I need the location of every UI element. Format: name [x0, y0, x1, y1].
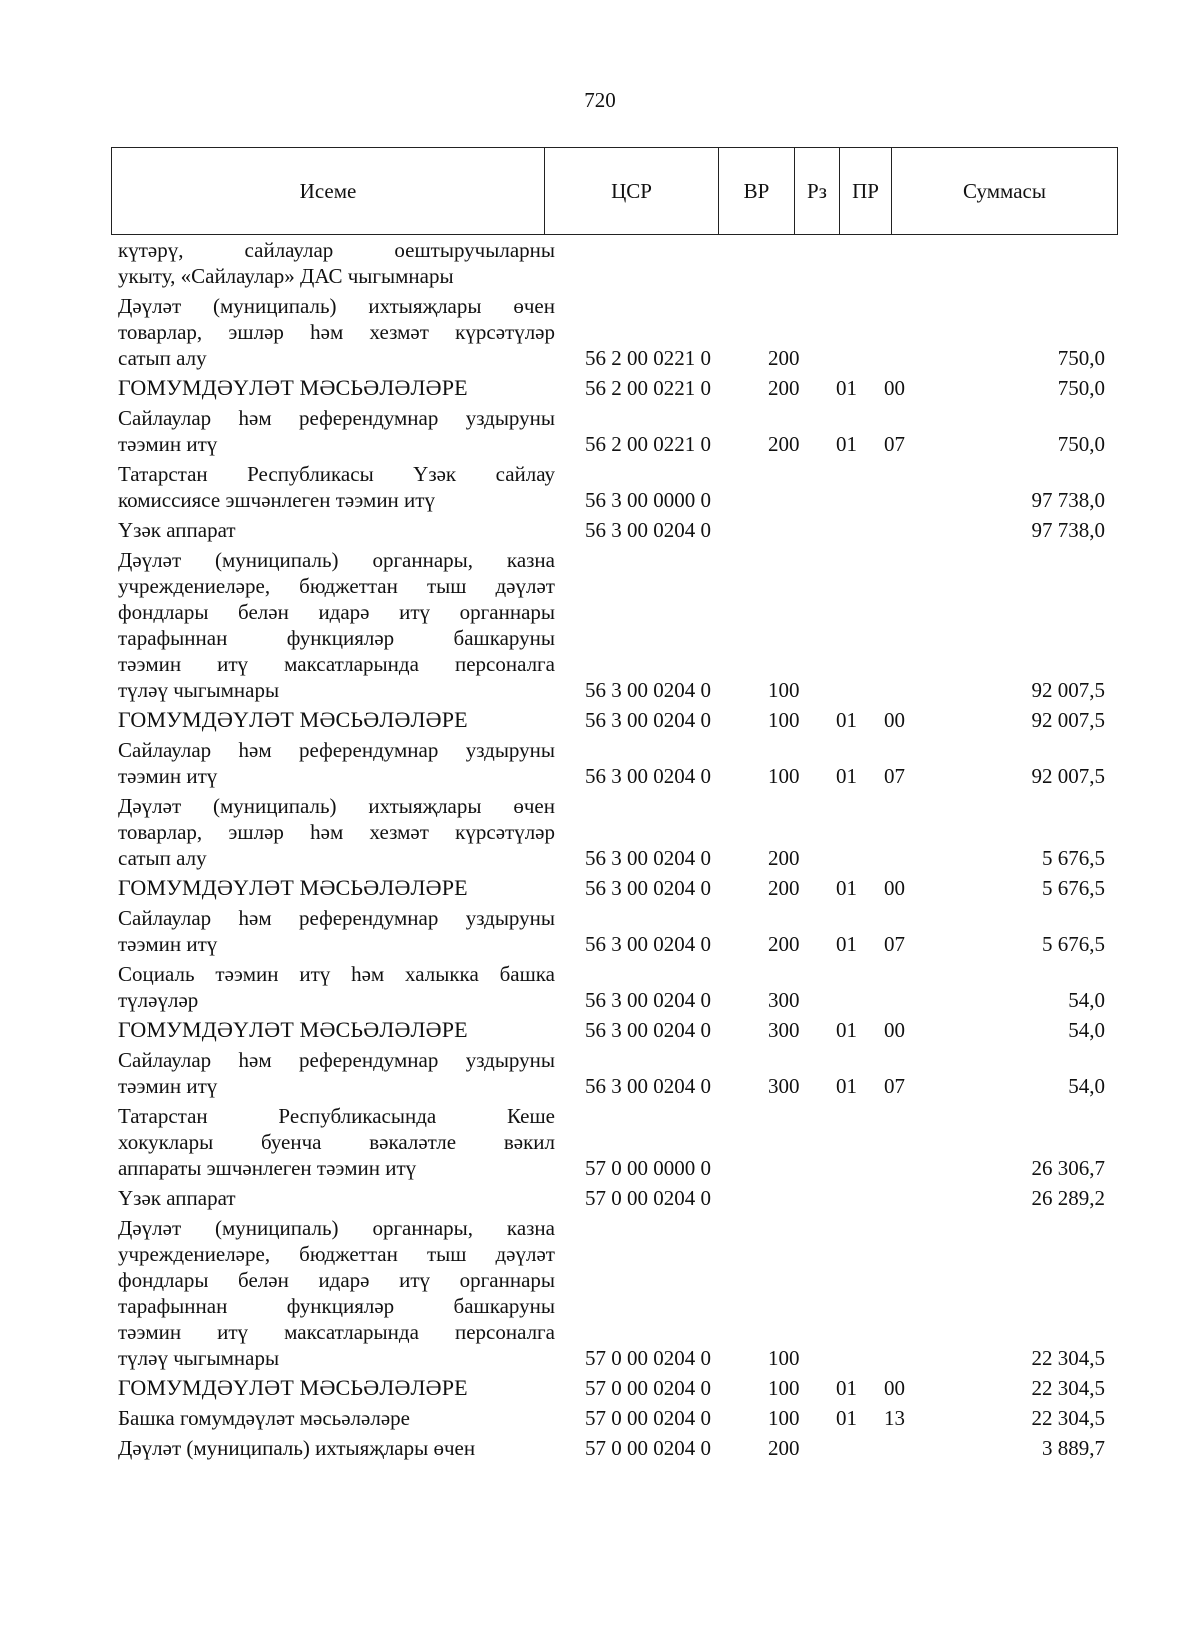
- row-name: [118, 1017, 555, 1043]
- row-name: [118, 737, 555, 789]
- row-vr: 100: [768, 764, 800, 788]
- row-rz: 01: [836, 708, 857, 732]
- table-row: [0, 1215, 1200, 1375]
- row-csr: 57 0 00 0000 0: [585, 1156, 711, 1180]
- row-name-line: укыту, «Сайлаулар» ДАС чыгымнары: [118, 264, 454, 288]
- table-body: [0, 237, 1200, 1465]
- row-name-line: Башка гомумдәүләт мәсьәләләре: [118, 1406, 410, 1430]
- row-vr: 100: [768, 1376, 800, 1400]
- row-name-line: ГОМУМДӘҮЛӘТ МӘСЬӘЛӘЛӘРЕ: [118, 707, 468, 732]
- table-row: [0, 793, 1200, 875]
- row-name-line: Үзәк аппарат: [118, 1186, 236, 1210]
- row-name: [118, 375, 555, 401]
- row-vr: 100: [768, 1346, 800, 1370]
- table-row: [0, 905, 1200, 961]
- row-name-line: фондлары белән идарә итү органнары: [118, 1268, 555, 1292]
- row-pr: 00: [884, 708, 905, 732]
- table-row: [0, 875, 1200, 905]
- row-vr: 200: [768, 1436, 800, 1460]
- row-name-line: ГОМУМДӘҮЛӘТ МӘСЬӘЛӘЛӘРЕ: [118, 1017, 468, 1042]
- row-name-line: фондлары белән идарә итү органнары: [118, 600, 555, 624]
- row-sum: 22 304,5: [1031, 1346, 1105, 1370]
- row-name-line: тәэмин итү: [118, 932, 218, 956]
- row-name-line: тәэмин итү максатларында персоналга: [118, 1320, 555, 1344]
- row-rz: 01: [836, 876, 857, 900]
- row-csr: 56 3 00 0204 0: [585, 518, 711, 542]
- row-name-line: товарлар, эшләр һәм хезмәт күрсәтүләр: [118, 820, 555, 844]
- row-vr: 200: [768, 932, 800, 956]
- row-sum: 5 676,5: [1042, 876, 1105, 900]
- header-sum: Суммасы: [963, 178, 1046, 203]
- row-name-line: комиссиясе эшчәнлеген тәэмин итү: [118, 488, 435, 512]
- row-sum: 5 676,5: [1042, 932, 1105, 956]
- table-row: [0, 1405, 1200, 1435]
- row-name-line: Сайлаулар һәм референдумнар уздыруны: [118, 406, 555, 430]
- row-name-line: сатып алу: [118, 846, 207, 870]
- row-csr: 56 3 00 0204 0: [585, 708, 711, 732]
- row-sum: 92 007,5: [1031, 708, 1105, 732]
- row-pr: 07: [884, 432, 905, 456]
- row-name-line: тәэмин итү: [118, 1074, 218, 1098]
- table-row: [0, 293, 1200, 375]
- row-rz: 01: [836, 376, 857, 400]
- row-name: [118, 1405, 555, 1431]
- row-vr: 200: [768, 432, 800, 456]
- row-sum: 26 306,7: [1031, 1156, 1105, 1180]
- row-name: [118, 1215, 555, 1371]
- row-vr: 200: [768, 846, 800, 870]
- table-row: [0, 961, 1200, 1017]
- row-csr: 57 0 00 0204 0: [585, 1346, 711, 1370]
- row-name-line: түләү чыгымнары: [118, 678, 280, 702]
- row-csr: 56 3 00 0204 0: [585, 988, 711, 1012]
- row-sum: 54,0: [1068, 988, 1105, 1012]
- row-name-line: Үзәк аппарат: [118, 518, 236, 542]
- row-name: [118, 707, 555, 733]
- row-csr: 56 3 00 0204 0: [585, 1018, 711, 1042]
- row-name-line: тәэмин итү максатларында персоналга: [118, 652, 555, 676]
- row-name: [118, 405, 555, 457]
- row-name-line: Сайлаулар һәм референдумнар уздыруны: [118, 738, 555, 762]
- row-csr: 56 3 00 0000 0: [585, 488, 711, 512]
- row-name-line: түләүләр: [118, 988, 199, 1012]
- row-sum: 750,0: [1057, 376, 1105, 400]
- row-name-line: күтәрү, сайлаулар оештыручыларны: [118, 238, 555, 262]
- row-sum: 26 289,2: [1031, 1186, 1105, 1210]
- row-name: [118, 961, 555, 1013]
- row-name-line: Дәүләт (муниципаль) ихтыяҗлары өчен: [118, 294, 555, 318]
- row-sum: 5 676,5: [1042, 846, 1105, 870]
- row-sum: 54,0: [1068, 1018, 1105, 1042]
- row-name-line: ГОМУМДӘҮЛӘТ МӘСЬӘЛӘЛӘРЕ: [118, 1375, 468, 1400]
- row-vr: 100: [768, 708, 800, 732]
- row-pr: 13: [884, 1406, 905, 1430]
- row-sum: 22 304,5: [1031, 1406, 1105, 1430]
- row-pr: 00: [884, 876, 905, 900]
- table-row: [0, 547, 1200, 707]
- row-csr: 57 0 00 0204 0: [585, 1436, 711, 1460]
- row-name: [118, 1185, 555, 1211]
- table-row: [0, 517, 1200, 547]
- row-csr: 57 0 00 0204 0: [585, 1186, 711, 1210]
- row-name-line: учреждениеләре, бюджеттан тыш дәүләт: [118, 574, 555, 598]
- row-name: [118, 1103, 555, 1181]
- row-pr: 07: [884, 764, 905, 788]
- row-csr: 56 3 00 0204 0: [585, 764, 711, 788]
- row-name-line: аппараты эшчәнлеген тәэмин итү: [118, 1156, 417, 1180]
- row-csr: 56 2 00 0221 0: [585, 432, 711, 456]
- row-vr: 300: [768, 1074, 800, 1098]
- header-rz: Рз: [795, 148, 840, 234]
- row-name: [118, 517, 555, 543]
- row-name-line: Дәүләт (муниципаль) органнары, казна: [118, 548, 555, 572]
- row-rz: 01: [836, 932, 857, 956]
- row-pr: 07: [884, 1074, 905, 1098]
- row-sum: 92 007,5: [1031, 764, 1105, 788]
- row-name-line: ГОМУМДӘҮЛӘТ МӘСЬӘЛӘЛӘРЕ: [118, 375, 468, 400]
- row-name-line: Сайлаулар һәм референдумнар уздыруны: [118, 906, 555, 930]
- row-vr: 200: [768, 376, 800, 400]
- table-row: [0, 1375, 1200, 1405]
- row-name-line: сатып алу: [118, 346, 207, 370]
- table-row: [0, 375, 1200, 405]
- row-csr: 57 0 00 0204 0: [585, 1406, 711, 1430]
- row-name: [118, 237, 555, 289]
- row-csr: 56 3 00 0204 0: [585, 932, 711, 956]
- table-row: [0, 237, 1200, 293]
- row-sum: 750,0: [1057, 346, 1105, 370]
- row-vr: 200: [768, 346, 800, 370]
- row-name-line: учреждениеләре, бюджеттан тыш дәүләт: [118, 1242, 555, 1266]
- header-name: Исеме: [112, 148, 545, 234]
- row-sum: 97 738,0: [1031, 488, 1105, 512]
- row-name: [118, 875, 555, 901]
- table-row: [0, 1017, 1200, 1047]
- table-row: [0, 1185, 1200, 1215]
- row-sum: 750,0: [1057, 432, 1105, 456]
- row-csr: 56 2 00 0221 0: [585, 376, 711, 400]
- row-name-line: түләү чыгымнары: [118, 1346, 280, 1370]
- table-row: [0, 1047, 1200, 1103]
- row-name-line: хокуклары буенча вәкаләтле вәкил: [118, 1130, 555, 1154]
- row-sum: 92 007,5: [1031, 678, 1105, 702]
- table-row: [0, 1103, 1200, 1185]
- row-name: [118, 905, 555, 957]
- table-header: [111, 147, 1118, 235]
- row-name: [118, 1047, 555, 1099]
- table-row: [0, 737, 1200, 793]
- row-name-line: тарафыннан функцияләр башкаруны: [118, 1294, 555, 1318]
- row-vr: 100: [768, 1406, 800, 1430]
- header-pr: ПР: [840, 148, 892, 234]
- row-sum: 54,0: [1068, 1074, 1105, 1098]
- row-name-line: Татарстан Республикасы Үзәк сайлау: [118, 462, 555, 486]
- row-name-line: тәэмин итү: [118, 432, 218, 456]
- table-row: [0, 405, 1200, 461]
- row-csr: 56 3 00 0204 0: [585, 1074, 711, 1098]
- row-vr: 300: [768, 1018, 800, 1042]
- table-row: [0, 707, 1200, 737]
- row-csr: 56 3 00 0204 0: [585, 846, 711, 870]
- row-name: [118, 1375, 555, 1401]
- row-name-line: тарафыннан функцияләр башкаруны: [118, 626, 555, 650]
- header-vr: ВР: [719, 148, 795, 234]
- row-csr: 56 2 00 0221 0: [585, 346, 711, 370]
- row-sum: 97 738,0: [1031, 518, 1105, 542]
- row-pr: 00: [884, 1376, 905, 1400]
- row-sum: 22 304,5: [1031, 1376, 1105, 1400]
- row-pr: 00: [884, 1018, 905, 1042]
- row-name-line: тәэмин итү: [118, 764, 218, 788]
- row-vr: 200: [768, 876, 800, 900]
- row-name-line: Социаль тәэмин итү һәм халыкка башка: [118, 962, 555, 986]
- header-csr: ЦСР: [545, 148, 719, 234]
- row-rz: 01: [836, 1406, 857, 1430]
- row-pr: 07: [884, 932, 905, 956]
- table-row: [0, 461, 1200, 517]
- row-name: [118, 461, 555, 513]
- row-name: [118, 1435, 555, 1461]
- row-csr: 56 3 00 0204 0: [585, 876, 711, 900]
- row-csr: 57 0 00 0204 0: [585, 1376, 711, 1400]
- row-name-line: Дәүләт (муниципаль) ихтыяҗлары өчен: [118, 794, 555, 818]
- row-sum: 3 889,7: [1042, 1436, 1105, 1460]
- row-rz: 01: [836, 1376, 857, 1400]
- row-vr: 300: [768, 988, 800, 1012]
- row-name-line: Дәүләт (муниципаль) ихтыяҗлары өчен: [118, 1436, 476, 1460]
- row-name-line: товарлар, эшләр һәм хезмәт күрсәтүләр: [118, 320, 555, 344]
- row-name-line: Татарстан Республикасында Кеше: [118, 1104, 555, 1128]
- row-name-line: Дәүләт (муниципаль) органнары, казна: [118, 1216, 555, 1240]
- row-vr: 100: [768, 678, 800, 702]
- table-row: [0, 1435, 1200, 1465]
- page-number: 720: [584, 88, 616, 112]
- row-pr: 00: [884, 376, 905, 400]
- row-rz: 01: [836, 432, 857, 456]
- row-name: [118, 547, 555, 703]
- row-csr: 56 3 00 0204 0: [585, 678, 711, 702]
- row-rz: 01: [836, 764, 857, 788]
- row-name: [118, 293, 555, 371]
- row-name-line: Сайлаулар һәм референдумнар уздыруны: [118, 1048, 555, 1072]
- row-name: [118, 793, 555, 871]
- row-rz: 01: [836, 1074, 857, 1098]
- row-rz: 01: [836, 1018, 857, 1042]
- row-name-line: ГОМУМДӘҮЛӘТ МӘСЬӘЛӘЛӘРЕ: [118, 875, 468, 900]
